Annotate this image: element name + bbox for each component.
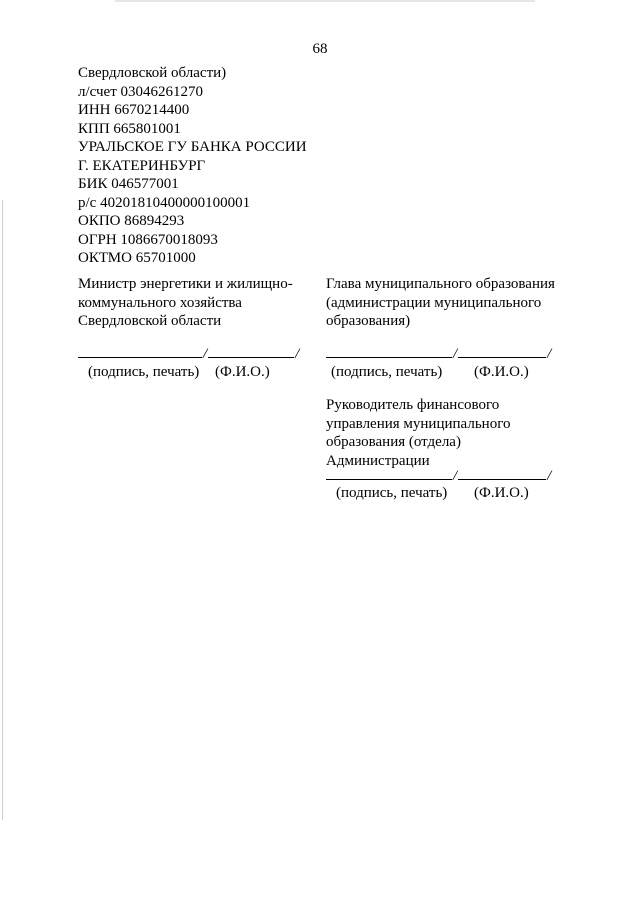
scan-edge [115,0,535,2]
head-signature-line [326,343,552,364]
separator-slash: / [453,468,458,484]
page-number: 68 [312,41,328,57]
separator-slash: / [547,468,552,484]
finance-signature-line [326,465,552,486]
minister-caption-name: (Ф.И.О.) [215,364,270,380]
minister-title-line: коммунального хозяйства [78,294,242,311]
bank-details-line: ОКТМО 65701000 [78,250,196,266]
finance-caption-name: (Ф.И.О.) [474,485,529,501]
minister-signature-line [78,343,300,364]
bank-details-line: ИНН 6670214400 [78,102,190,118]
signature-blank [78,343,202,358]
name-blank [458,343,546,358]
finance-title-line: образования (отдела) [326,434,461,450]
minister-title [78,275,293,331]
signature-blank [326,343,452,358]
bank-details-line: л/счет 03046261270 [78,83,204,100]
finance-title-line: управления муниципального [326,415,511,432]
signature-blank [326,465,452,480]
finance-caption-sign: (подпись, печать) [336,485,448,501]
head-caption-sign: (подпись, печать) [331,364,443,380]
minister-title-line: Министр энергетики и жилищно- [78,276,293,292]
name-blank [208,343,294,358]
head-title [326,275,555,331]
separator-slash: / [547,346,552,362]
bank-details-line: КПП 665801001 [78,120,181,137]
bank-details-line: УРАЛЬСКОЕ ГУ БАНКА РОССИИ [78,139,307,155]
finance-title [326,396,510,470]
bank-details-line: БИК 046577001 [78,176,179,192]
head-title-line: (администрации муниципального [326,294,542,311]
bank-details-line: р/с 40201810400000100001 [78,194,251,211]
head-title-line: образования) [326,313,411,329]
finance-title-line: Администрации [326,452,430,469]
minister-title-line: Свердловской области [78,313,222,329]
bank-details-line: Г. ЕКАТЕРИНБУРГ [78,157,206,174]
finance-title-line: Руководитель финансового [326,397,500,413]
bank-details-line: Свердловской области) [78,65,227,81]
separator-slash: / [295,346,300,362]
bank-details [78,64,307,268]
minister-caption-sign: (подпись, печать) [88,364,200,380]
head-caption-name: (Ф.И.О.) [474,364,529,380]
separator-slash: / [203,346,208,362]
bank-details-line: ОКПО 86894293 [78,213,185,229]
scan-edge [2,200,3,820]
separator-slash: / [453,346,458,362]
name-blank [458,465,546,480]
bank-details-line: ОГРН 1086670018093 [78,231,218,248]
head-title-line: Глава муниципального образования [326,276,555,292]
